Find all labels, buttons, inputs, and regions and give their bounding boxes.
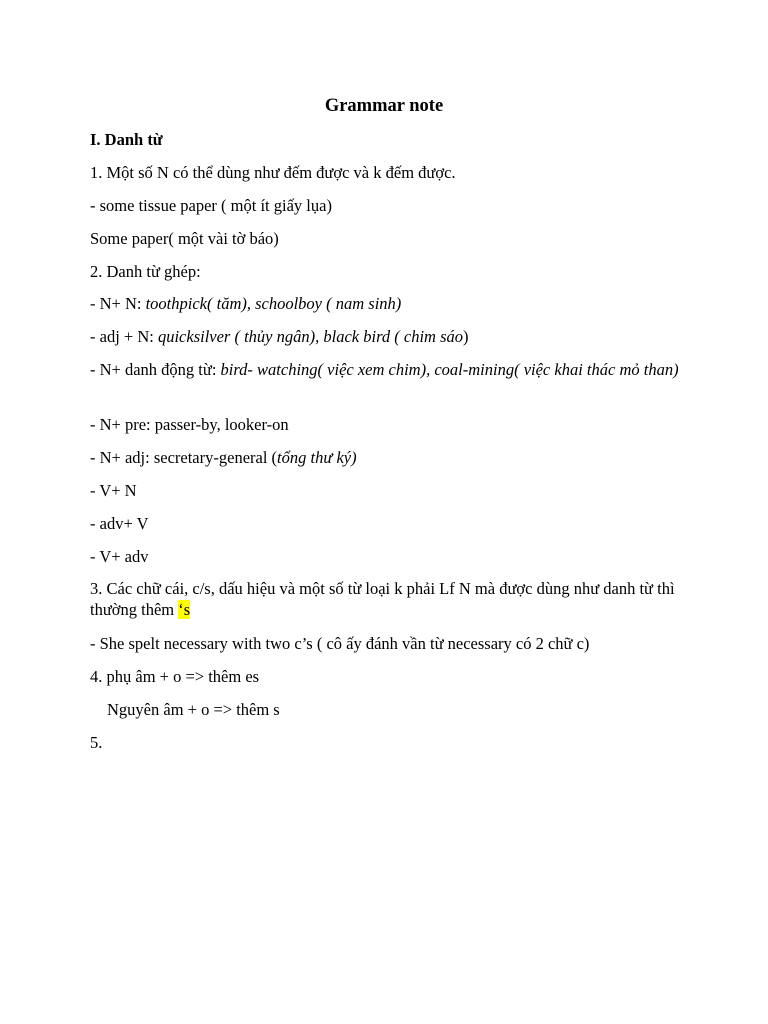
note-line-13-text: 3. Các chữ cái, c/s, dấu hiệu và một số từ loại k phải Lf N mà được dùng như danh từ thì thường thêm — [90, 579, 675, 619]
page-title: Grammar note — [324, 96, 444, 116]
note-line-4: 2. Danh từ ghép: — [90, 262, 201, 281]
note-line-5-prefix: - N+ N: — [90, 294, 146, 313]
note-line-6-italic: quicksilver ( thủy ngân), black bird ( chim sáo — [157, 327, 463, 346]
note-line-16: Nguyên âm + o => thêm s — [107, 700, 280, 719]
note-line-8: - N+ pre: passer-by, looker-on — [90, 415, 289, 434]
section-heading: I. Danh từ — [90, 130, 163, 149]
note-line-5-italic: toothpick( tăm), schoolboy ( nam sinh) — [145, 294, 402, 313]
note-line-3: Some paper( một vài tờ báo) — [90, 229, 279, 248]
note-line-15: 4. phụ âm + o => thêm es — [90, 667, 260, 686]
note-line-9-prefix: - N+ adj: secretary-general ( — [90, 448, 278, 467]
note-line-10: - V+ N — [90, 481, 137, 500]
note-line-12: - V+ adv — [90, 547, 149, 566]
note-line-2: - some tissue paper ( một ít giấy lụa) — [90, 196, 332, 215]
note-line-11: - adv+ V — [90, 514, 149, 533]
note-line-13 — [90, 578, 680, 620]
note-line-6-prefix: - adj + N: — [90, 327, 158, 346]
note-line-6 — [90, 326, 680, 348]
note-line-6-suffix: ) — [463, 327, 469, 346]
note-line-7-italic: bird- watching( việc xem chim), coal-mining( việc khai thác mỏ than) — [220, 360, 679, 379]
highlighted-apostrophe-s: ‘s — [178, 600, 191, 619]
note-line-5 — [90, 293, 680, 315]
note-line-9 — [90, 447, 680, 469]
note-line-14: - She spelt necessary with two c’s ( cô ấy đánh vần từ necessary có 2 chữ c) — [90, 634, 590, 653]
note-line-7 — [90, 359, 680, 380]
note-line-9-italic: tổng thư ký) — [277, 448, 357, 467]
note-line-17: 5. — [90, 733, 103, 752]
note-line-7-prefix: - N+ danh động từ: — [90, 360, 221, 379]
note-line-1: 1. Một số N có thể dùng như đếm được và k đếm được. — [90, 163, 456, 182]
